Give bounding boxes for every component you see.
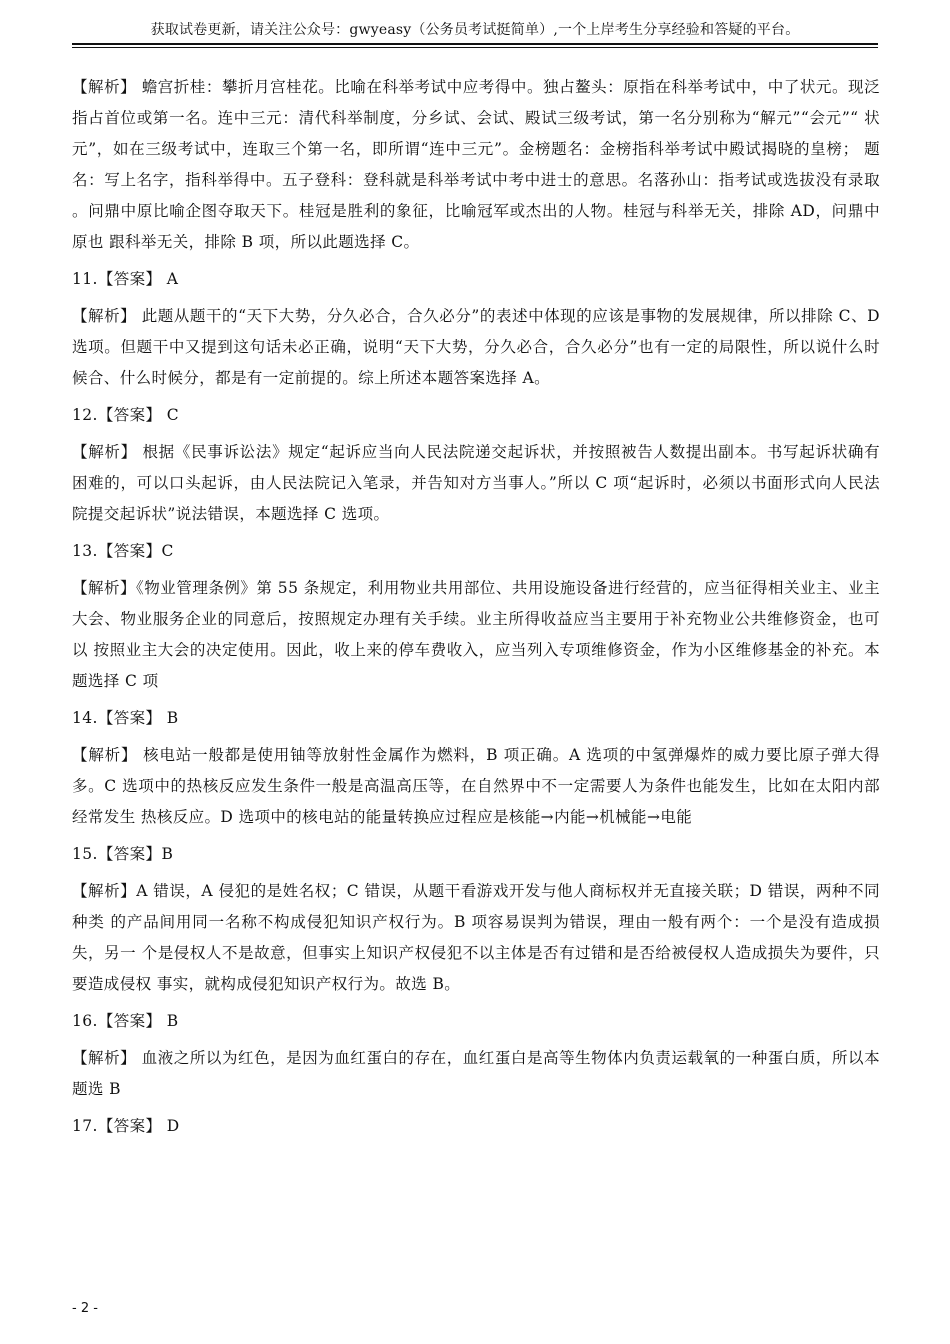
document-body (72, 72, 880, 1142)
answer-line: 11.【答案】 A (72, 270, 179, 288)
answer-line: 13.【答案】C (72, 542, 174, 560)
analysis-paragraph: 【解析】 核电站一般都是使用铀等放射性金属作为燃料，B 项正确。A 选项的中氢弹爆炸的威力要比原子弹大得多。C 选项中的热核反应发生条件一般是高温高压等，在自然界中不一定需要人为条件也能发生，比如在太阳内部经常发生 热核反应。D 选项中的核电站的能量转换应过程应是核能→内能→机械能→电能 (72, 746, 880, 826)
answer-line: 14.【答案】 B (72, 709, 179, 727)
analysis-paragraph: 【解析】 根据《民事诉讼法》规定“起诉应当向人民法院递交起诉状，并按照被告人数提出副本。书写起诉状确有 困难的，可以口头起诉，由人民法院记入笔录，并告知对方当事人。”所以 C 项“起诉时，必须以书面形式向人民法 院提交起诉状”说法错误，本题选择 C 选项。 (72, 443, 880, 523)
analysis-paragraph: 【解析】《物业管理条例》第 55 条规定，利用物业共用部位、共用设施设备进行经营的，应当征得相关业主、业主 大会、物业服务企业的同意后，按照规定办理有关手续。业主所得收益应当主要用于补充物业公共维修资金，也可以 按照业主大会的决定使用。因此，收上来的停车费收入，应当列入专项维修资金，作为小区维修基金的补充。本题选择 C 项 (72, 579, 880, 690)
answer-line: 15.【答案】B (72, 845, 174, 863)
header-divider-thin (72, 47, 878, 48)
analysis-paragraph: 【解析】 此题从题干的“天下大势，分久必合，合久必分”的表述中体现的应该是事物的发展规律，所以排除 C、D 选项。但题干中又提到这句话未必正确，说明“天下大势，分久必合，合久必分”也有一定的局限性，所以说什么时 候合、什么时候分，都是有一定前提的。综上所述本题答案选择 A。 (72, 307, 880, 387)
page-number: - 2 - (72, 1301, 98, 1316)
answer-line: 16.【答案】 B (72, 1012, 179, 1030)
analysis-paragraph: 【解析】A 错误，A 侵犯的是姓名权；C 错误，从题干看游戏开发与他人商标权并无直接关联；D 错误，两种不同种类 的产品间用同一名称不构成侵犯知识产权行为。B 项容易误判为错误，理由一般有两个：一个是没有造成损失，另一 个是侵权人不是故意，但事实上知识产权侵犯不以主体是否有过错和是否给被侵权人造成损失为要件，只要造成侵权 事实，就构成侵犯知识产权行为。故选 B。 (72, 882, 880, 993)
analysis-paragraph: 【解析】 血液之所以为红色，是因为血红蛋白的存在，血红蛋白是高等生物体内负责运载氧的一种蛋白质，所以本题选 B (72, 1049, 880, 1098)
analysis-paragraph: 【解析】 蟾宫折桂：攀折月宫桂花。比喻在科举考试中应考得中。独占鳌头：原指在科举考试中，中了状元。现泛 指占首位或第一名。连中三元：清代科举制度，分乡试、会试、殿试三级考试，第一名分别称为“解元”“会元”“ 状元”，如在三级考试中，连取三个第一名，即所谓“连中三元”。金榜题名：金榜指科举考试中殿试揭晓的皇榜； 题名：写上名字，指科举得中。五子登科：登科就是科举考试中考中进士的意思。名落孙山：指考试或选拔没有录取 。问鼎中原比喻企图夺取天下。桂冠是胜利的象征，比喻冠军或杰出的人物。桂冠与科举无关，排除 AD，问鼎中原也 跟科举无关，排除 B 项，所以此题选择 C。 (72, 78, 880, 251)
page-header: 获取试卷更新，请关注公众号：gwyeasy（公务员考试挺简单）,一个上岸考生分享经验和答疑的平台。 (150, 22, 800, 38)
header-divider (72, 43, 878, 45)
answer-line: 17.【答案】 D (72, 1117, 180, 1135)
answer-line: 12.【答案】 C (72, 406, 180, 424)
